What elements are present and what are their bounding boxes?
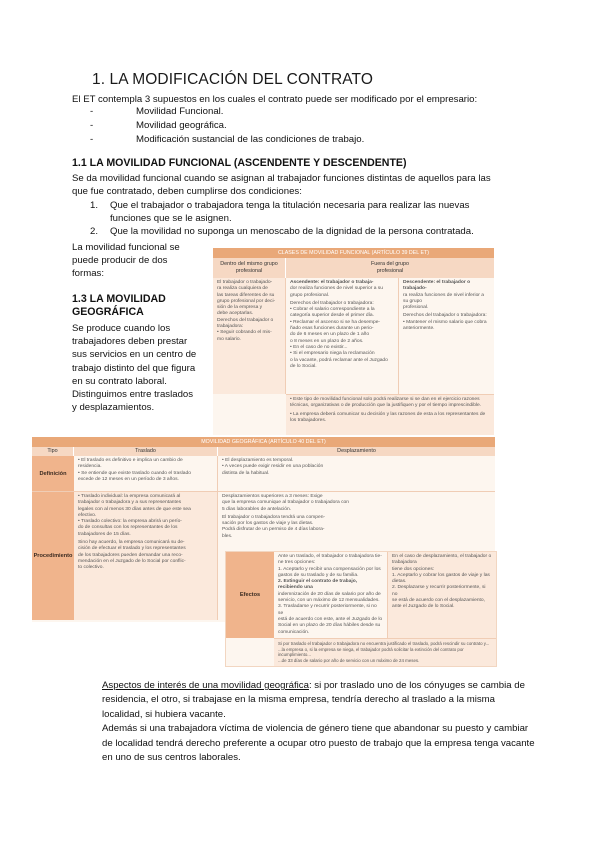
funcional-text: Se da movilidad funcional cuando se asignan al trabajador funciones distintas de aquellos para las que fue contratado, deben cumplirse dos condiciones: (72, 173, 491, 197)
table-header: Fuera del grupo profesional (286, 258, 494, 278)
forms-text: La movilidad funcional se puede producir de dos formas: (72, 242, 180, 279)
geografica-text: Se produce cuando los trabajadores deben prestar sus servicios en un centro de trabajo distinto del que figura en su contrato laboral. Distinguimos entre traslados y desplazamientos. (72, 323, 197, 414)
table-cell: En el caso de desplazamiento, el trabajador o trabajadora tiene dos opciones: 1. Aceptarlo y cobrar los gastos de viaje y las dietas. 2. Desplazarse y recurrir posteriormente, si no se está de acuerdo con el desplazamiento, ante el Juzgado de lo Social. (388, 552, 496, 638)
table-cell: El trabajador o trabajado- ra realiza cualquiera de las tareas diferentes de su grupo profesional por deci- sión de la empresa y debe aceptarlas. Derechos del trabajador o trabajadora: • Seguir cobrando el mis- mo salario. (213, 278, 286, 394)
table-cell: Ascendente: el trabajador o trabaja- dor realiza funciones de nivel superior a su grupo profesional. Derechos del trabajador o trabajadora: • Cobrar el salario correspondiente a la categoría superior desde el primer día. • Reclamar el ascenso si se ha desempe- ñado esas funciones durante un perio- do de 6 meses en un plazo de 1 año o 8 meses en un plazo de 2 años. • En el caso de no existir... • Si el empresario niega la reclamación o la vacante, podrá reclamar ante el Juzgado de lo Social. (286, 278, 399, 394)
table-header: Traslado (74, 447, 218, 456)
supuestos-list (90, 105, 364, 147)
table-cell: • El traslado es definitivo e implica un cambio de residencia. • Se entiende que existe traslado cuando el traslado excede de 12 meses en un período de 3 años. (74, 456, 218, 491)
table-cell: Descendente: el trabajador o trabajado- ra realiza funciones de nivel inferior a su grupo profesional. Derechos del trabajador o trabajadora: • Mantener el mismo salario que cobra anteriormente. (403, 280, 487, 332)
intro-text: El ET contempla 3 supuestos en los cuales el contrato puede ser modificado por el empresario: (72, 94, 478, 105)
list-item: - Movilidad geográfica. (90, 120, 227, 131)
page-title: 1. LA MODIFICACIÓN DEL CONTRATO (92, 71, 373, 88)
row-label: Efectos (226, 552, 274, 638)
table-cell: • Traslado individual: la empresa comunicará al trabajador o trabajadora y a sus representantes legales con al menos 30 días antes de que este sea efectivo. • Traslado colectivo: la empresa abrirá un perío- do de consultas con los representantes de los trabajadores de 15 días. Sino hay acuerdo, la empresa comunicará su de- cisión de efectuar el traslado y los representantes de los trabajadores pueden demandar una reco- mendación en el Juzgado de lo Social por conflic- to colectivo. (74, 492, 218, 620)
table-cell: Desplazamientos superiores a 3 meses: Exige que la empresa comunique al trabajador o trabajadora con 5 días laborables de antelación. El trabajador o trabajadora tendrá una compen- sación por los gastos de viaje y las dietas. Podrá disfrutar de un permiso de 4 días labora- bles. (222, 494, 349, 539)
list-item: 1. Que el trabajador o trabajadora tenga la titulación necesaria para realizar las nuevas funciones que se le asignen. (90, 200, 470, 224)
row-label: Procedimiento (32, 492, 74, 620)
table-note: Si por traslado el trabajador o trabajadora no encuentra justificado el traslado, podrá rescindir su contrato y... ...la empresa o, si la empresa se niega, el trabajador podrá solicitar la extinción del contrato por incumplimiento... ...de 33 días de salario por año de servicio con un máximo de 24 meses. (274, 638, 496, 666)
table-cell: Ante un traslado, el trabajador o trabajadora tie- ne tres opciones: 1. Aceptarlo y recibir una compensación por los gastos de su traslado y de su familia. 2. Extinguir el contrato de trabajo, recibiendo una indemnización de 20 días de salario por año de servicio, con un máximo de 12 mensualidades. 3. Trasladarse y recurrir posteriormente, si no se está de acuerdo con este, ante el Juzgado de lo Social en un plazo de 20 días hábiles desde su comunicación. (274, 552, 388, 638)
table-header: Tipo (32, 447, 74, 456)
section-heading-geografica: 1.3 LA MOVILIDAD GEOGRÁFICA (72, 293, 166, 318)
aspectos-title: Aspectos de interés de una movilidad geográfica (102, 680, 309, 691)
table-caption: MOVILIDAD GEOGRÁFICA (ARTÍCULO 40 DEL ET) (32, 437, 495, 447)
list-item: 2. Que la movilidad no suponga un menoscabo de la dignidad de la persona contratada. (90, 226, 474, 237)
list-item: - Movilidad Funcional. (90, 106, 224, 117)
list-item: - Modificación sustancial de las condiciones de trabajo. (90, 134, 365, 145)
row-label: Definición (32, 456, 74, 491)
table-efectos (226, 552, 496, 666)
conditions-list (90, 199, 474, 238)
table-cell: • El desplazamiento es temporal. • A veces puede exigir residir en una población distinta de la habitual. (222, 458, 324, 476)
section-heading-funcional: 1.1 LA MOVILIDAD FUNCIONAL (ASCENDENTE Y DESCENDENTE) (72, 157, 407, 169)
table-header: Desplazamiento (218, 447, 495, 456)
table-movilidad-funcional (213, 248, 494, 435)
aspectos-text: Aspectos de interés de una movilidad geográfica: si por traslado uno de los cónyuges se cambia de residencia, el otro, si trabajase en la misma empresa, tendría derecho al traslado a la misma localidad, si hubiera vacante. Además si una trabajadora víctima de violencia de género tiene que abandonar su puesto y cambiar de localidad tendrá derecho preferente a ocupar otro puesto de trabajo que la empresa tenga vacante en uno de sus centros laborales. (102, 680, 535, 764)
table-header: Dentro del mismo grupo profesional (213, 258, 286, 278)
table-caption: CLASES DE MOVILIDAD FUNCIONAL (ARTÍCULO 39 DEL ET) (213, 248, 494, 258)
table-notes: • Este tipo de movilidad funcional solo podrá realizarse si se dan en el ejercicio razones técnicas, organizativas o de producción que la justifiquen y por el tiempo imprescindible. • La empresa deberá comunicar su decisión y las razones de esta a los representantes de los trabajadores. (286, 394, 494, 435)
